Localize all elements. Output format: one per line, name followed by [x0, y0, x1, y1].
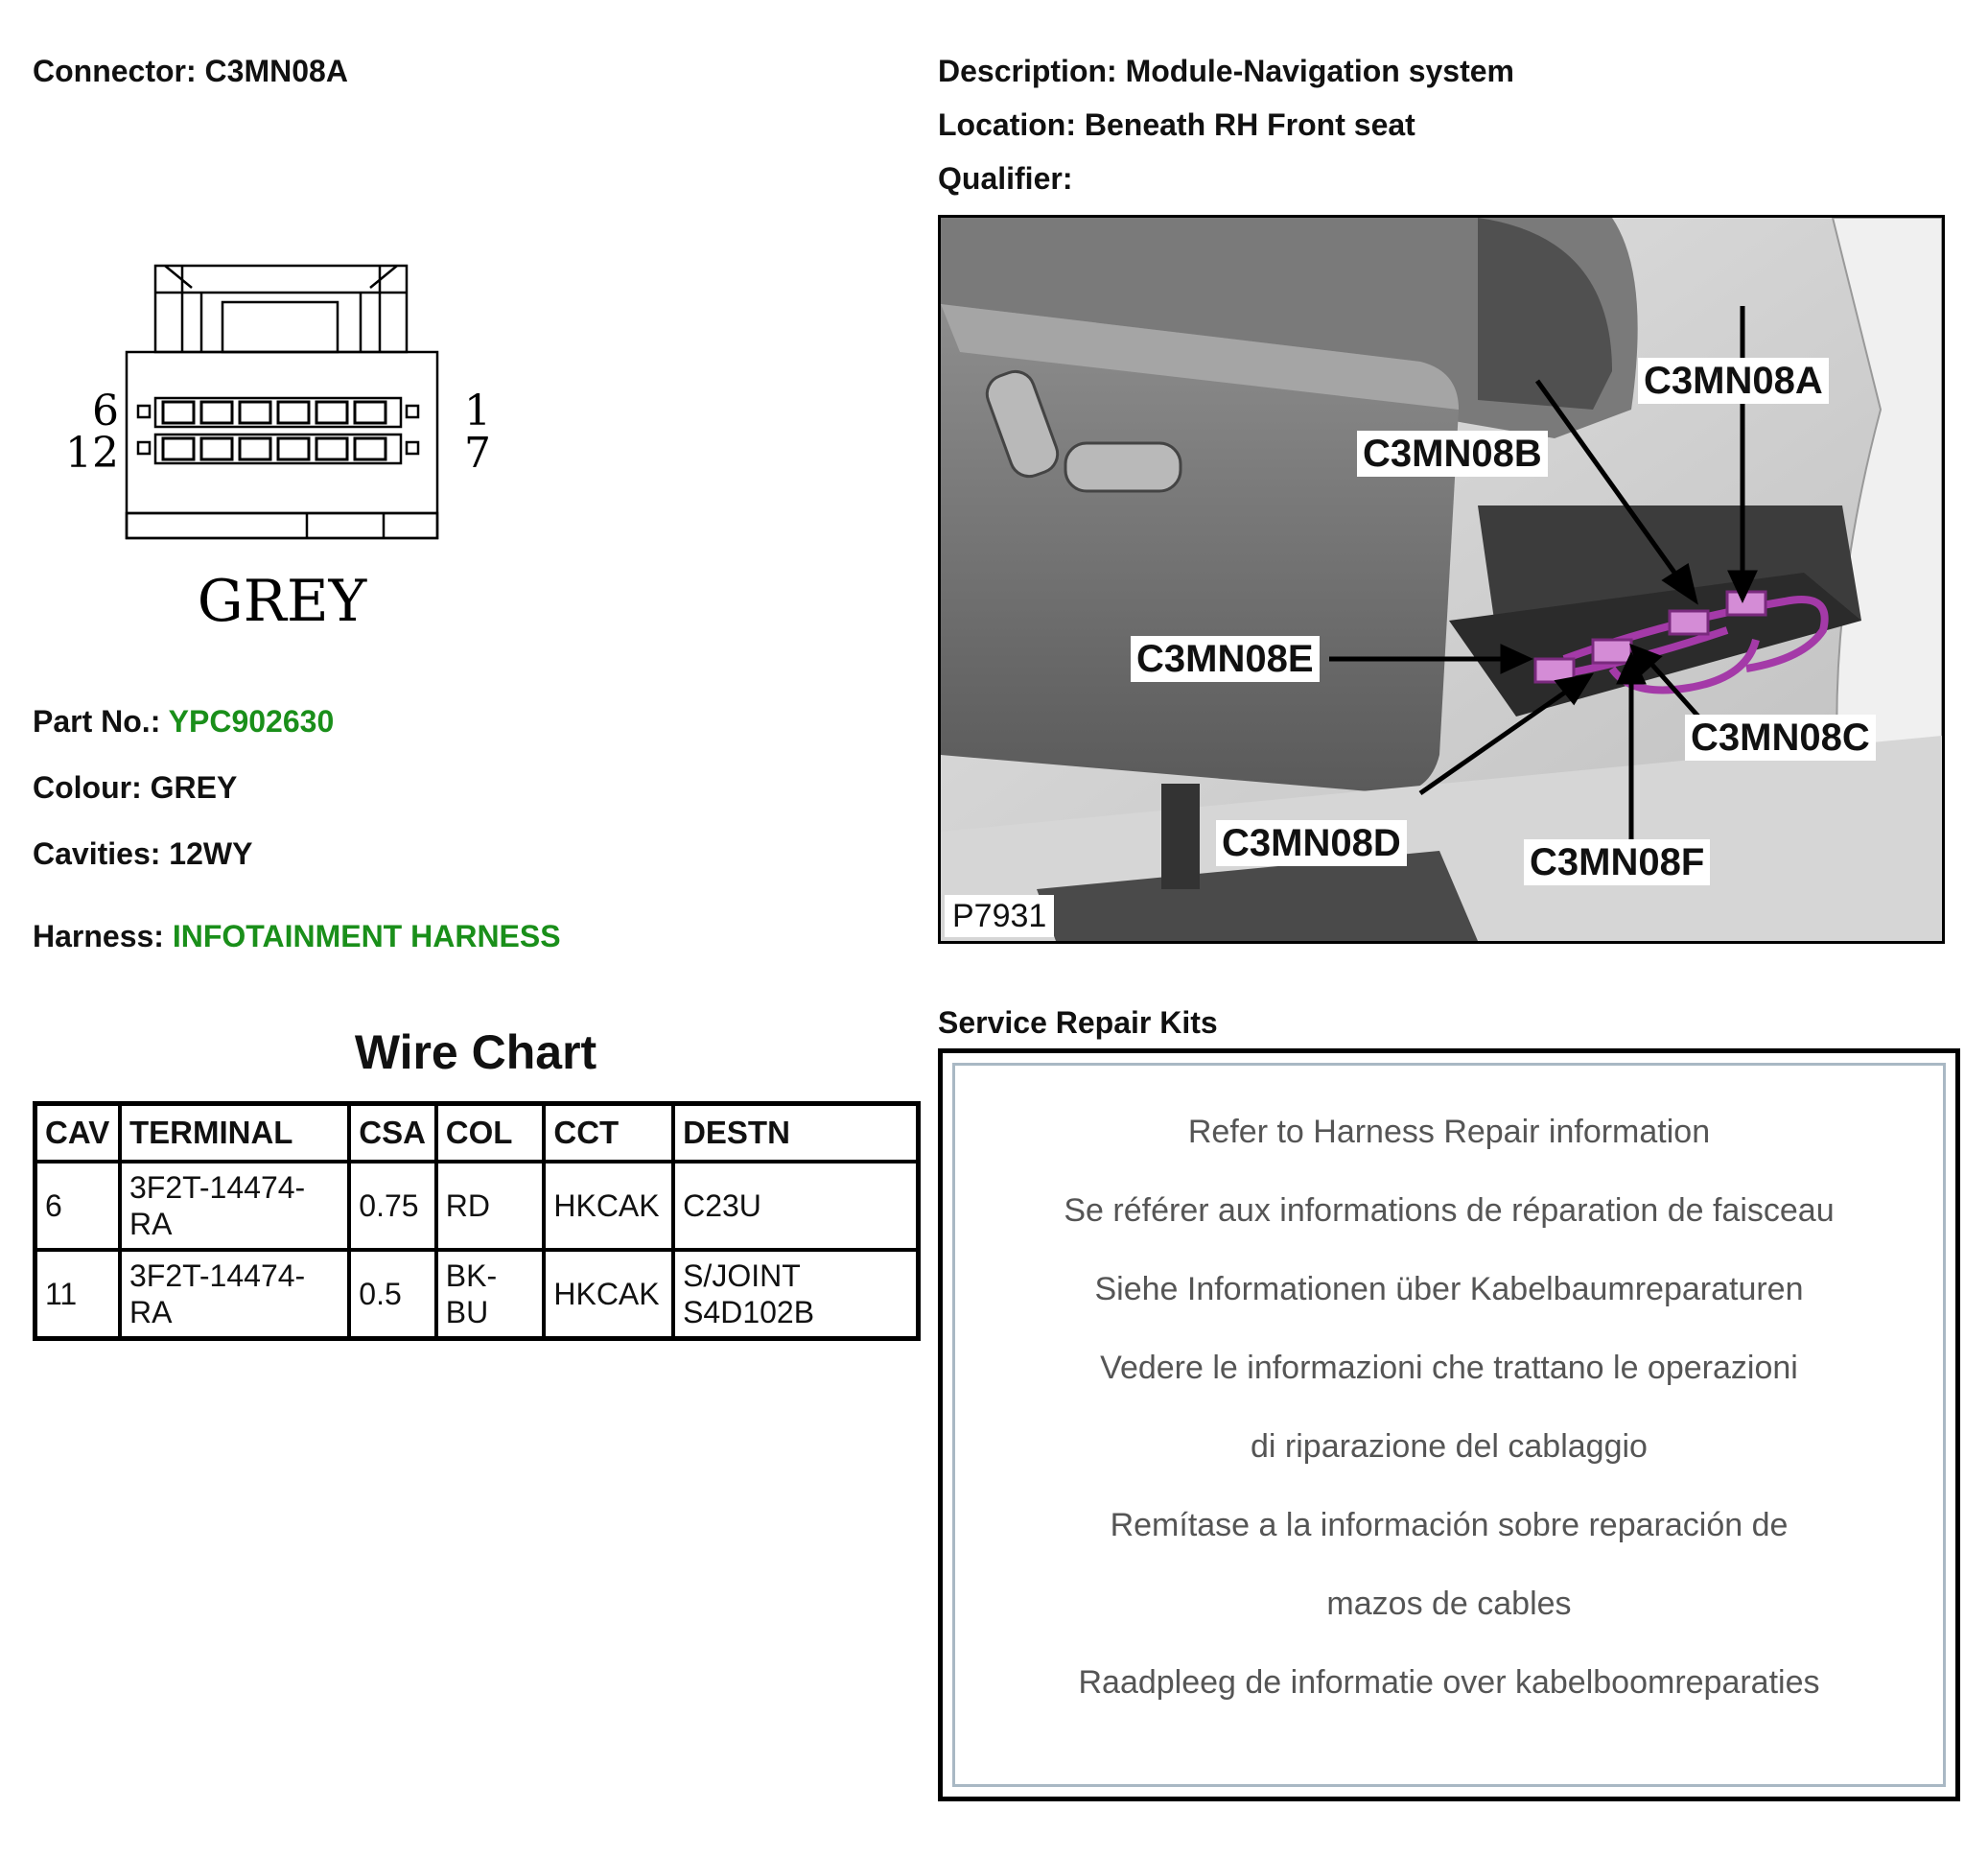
- cell-csa: 0.5: [349, 1250, 435, 1339]
- wire-chart-table: [33, 1101, 921, 1341]
- harness-link[interactable]: INFOTAINMENT HARNESS: [172, 919, 561, 953]
- header-cct: CCT: [544, 1104, 673, 1163]
- harness-label: Harness:: [33, 919, 164, 953]
- cavities-line: [33, 836, 252, 872]
- col-line-2: BU: [445, 1295, 489, 1329]
- location-photo: [938, 215, 1945, 944]
- callout-c3mn08b: C3MN08B: [1357, 431, 1548, 477]
- connector-outline: [38, 245, 537, 647]
- repair-text-en: Refer to Harness Repair information: [1187, 1114, 1711, 1150]
- pin-label-6: 6: [92, 387, 119, 435]
- repair-text-fr: Se référer aux informations de réparation de faisceau: [1064, 1192, 1835, 1229]
- service-repair-box: [938, 1048, 1960, 1801]
- pin-label-1: 1: [464, 387, 491, 435]
- terminal-line-1: 3F2T-14474-: [129, 1170, 306, 1205]
- harness-line: [33, 919, 561, 954]
- description-label: Description:: [938, 54, 1117, 88]
- part-no-link[interactable]: YPC902630: [168, 704, 335, 739]
- repair-text-de: Siehe Informationen über Kabelbaumreparaturen: [1094, 1271, 1804, 1307]
- terminal-line-2: RA: [129, 1207, 173, 1241]
- cell-destn: [673, 1162, 918, 1250]
- repair-text-it-2: di riparazione del cablaggio: [1251, 1428, 1648, 1465]
- part-no-line: [33, 704, 334, 740]
- cavities-label: Cavities:: [33, 836, 161, 871]
- photo-reference: P7931: [945, 895, 1054, 937]
- part-no-label: Part No.:: [33, 704, 161, 739]
- cell-cct: HKCAK: [544, 1250, 673, 1339]
- callout-c3mn08c: C3MN08C: [1685, 715, 1876, 761]
- description-value: Module-Navigation system: [1125, 54, 1514, 88]
- table-row: [35, 1162, 919, 1250]
- wire-chart-title: Wire Chart: [354, 1025, 597, 1079]
- cell-cav: 6: [35, 1162, 120, 1250]
- terminal-line-2: RA: [129, 1295, 173, 1329]
- colour-line: [33, 770, 237, 806]
- colour-value: GREY: [150, 770, 238, 805]
- repair-text-es-1: Remítase a la información sobre reparación de: [1110, 1507, 1789, 1543]
- pin-label-7: 7: [464, 429, 491, 478]
- callout-c3mn08f: C3MN08F: [1524, 839, 1710, 885]
- col-line-1: RD: [445, 1188, 490, 1223]
- destn-line-1: C23U: [683, 1188, 761, 1223]
- connector-line: [33, 54, 348, 89]
- drawing-colour-label: GREY: [197, 568, 367, 635]
- seat-illustration: [941, 218, 1942, 941]
- table-row: [35, 1250, 919, 1339]
- header-csa: CSA: [349, 1104, 435, 1163]
- col-line-1: BK-: [445, 1258, 498, 1293]
- location-value: Beneath RH Front seat: [1084, 107, 1415, 142]
- header-destn: DESTN: [673, 1104, 918, 1163]
- connector-face-drawing: [38, 245, 537, 647]
- qualifier-line: [938, 161, 1072, 197]
- callout-c3mn08e: C3MN08E: [1131, 636, 1320, 682]
- destn-line-2: S4D102B: [683, 1295, 815, 1329]
- repair-text-it-1: Vedere le informazioni che trattano le operazioni: [1100, 1350, 1798, 1386]
- cell-csa: 0.75: [349, 1162, 435, 1250]
- header-cav: CAV: [35, 1104, 120, 1163]
- location-label: Location:: [938, 107, 1076, 142]
- pin-label-12: 12: [65, 429, 119, 478]
- table-header-row: [35, 1104, 919, 1163]
- service-repair-title: Service Repair Kits: [938, 1005, 1218, 1040]
- callout-c3mn08a: C3MN08A: [1638, 358, 1829, 404]
- cell-destn: [673, 1250, 918, 1339]
- repair-text-es-2: mazos de cables: [1326, 1586, 1572, 1622]
- terminal-line-1: 3F2T-14474-: [129, 1258, 306, 1293]
- qualifier-label: Qualifier:: [938, 161, 1073, 196]
- connector-id: C3MN08A: [204, 54, 348, 88]
- connector-label: Connector:: [33, 54, 197, 88]
- callout-c3mn08d: C3MN08D: [1216, 820, 1407, 866]
- description-line: [938, 54, 1514, 89]
- cell-terminal: [120, 1162, 349, 1250]
- cavities-value: 12WY: [169, 836, 253, 871]
- location-line: [938, 107, 1415, 143]
- header-col: COL: [436, 1104, 545, 1163]
- cell-col: [436, 1162, 545, 1250]
- cell-cav: 11: [35, 1250, 120, 1339]
- cell-col: [436, 1250, 545, 1339]
- destn-line-1: S/JOINT: [683, 1258, 801, 1293]
- service-repair-inner: [952, 1063, 1946, 1787]
- cell-cct: HKCAK: [544, 1162, 673, 1250]
- colour-label: Colour:: [33, 770, 142, 805]
- cell-terminal: [120, 1250, 349, 1339]
- header-terminal: TERMINAL: [120, 1104, 349, 1163]
- repair-text-nl: Raadpleeg de informatie over kabelboomreparaties: [1078, 1664, 1820, 1701]
